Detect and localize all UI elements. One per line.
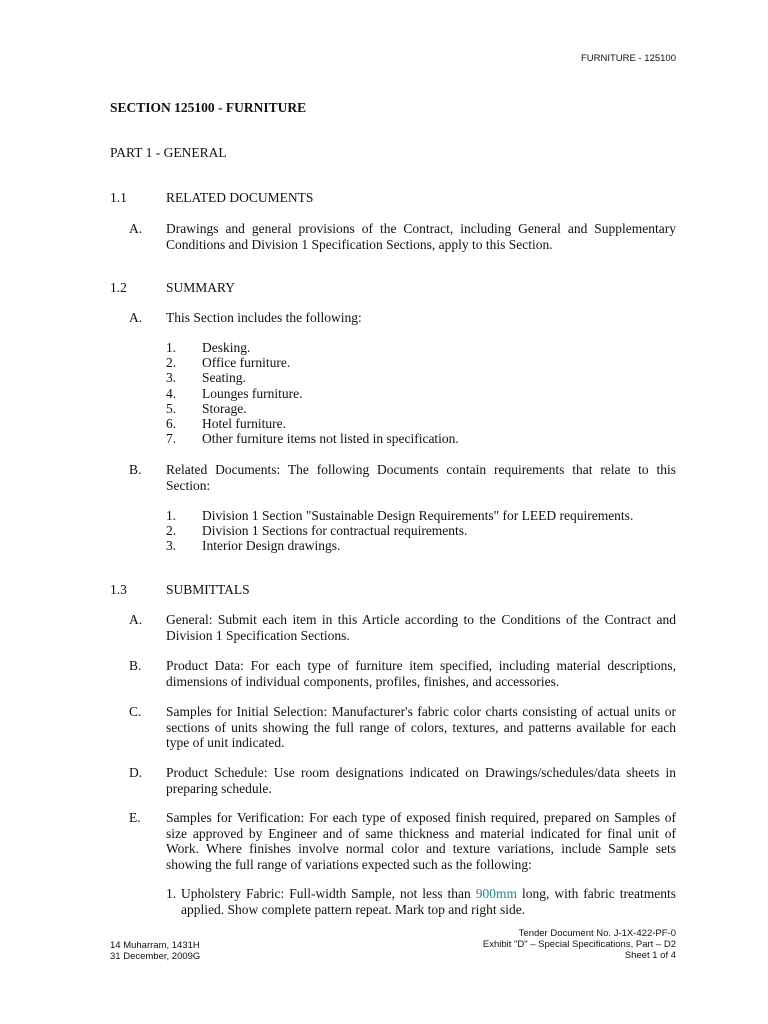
running-header: FURNITURE - 125100 (580, 53, 676, 64)
list-text: Division 1 Section "Sustainable Design Requirements" for LEED requirements. (202, 508, 634, 523)
list-number: 6. (166, 415, 177, 431)
list-number: 2. (166, 355, 177, 371)
paragraph-label: C. (129, 704, 142, 719)
list-text: Desking. (202, 340, 251, 355)
section-title: SECTION 125100 - FURNITURE (110, 100, 307, 115)
item-text-post: long, with fabric treatments applied. Show complete pattern repeat. Mark top and right side. (181, 886, 676, 917)
highlighted-dimension: 900mm (475, 886, 517, 901)
paragraph-label: B. (129, 658, 142, 673)
summary-list (166, 340, 676, 446)
footer-document-info (380, 928, 676, 961)
list-number: 5. (166, 400, 177, 416)
list-item (166, 416, 676, 431)
sheet-number: Sheet 1 of 4 (624, 950, 676, 961)
list-text: Seating. (202, 370, 246, 386)
paragraph-text: Drawings and general provisions of the Contract, including General and Supplementary Conditions and Division 1 Specification Sections, apply to this Section. (166, 221, 676, 252)
paragraph-label: A. (129, 612, 143, 627)
list-item (166, 508, 676, 523)
article-title: SUBMITTALS (166, 582, 250, 597)
list-item (166, 431, 676, 446)
list-item (166, 340, 676, 355)
paragraph-label: D. (129, 765, 143, 780)
article-number: 1.3 (110, 582, 127, 597)
item-text-pre: Upholstery Fabric: Full-width Sample, not less than (181, 886, 476, 901)
list-text: Lounges furniture. (202, 385, 303, 401)
part-heading: PART 1 - GENERAL (110, 145, 227, 160)
hijri-date: 14 Muharram, 1431H (110, 940, 200, 951)
paragraph-label: A. (129, 221, 143, 236)
article-number: 1.1 (110, 190, 127, 205)
paragraph-label: B. (129, 462, 142, 477)
article-number: 1.2 (110, 280, 127, 295)
list-number: 2. (166, 523, 177, 539)
list-item (166, 370, 676, 385)
list-number: 3. (166, 538, 177, 554)
tender-document-number: Tender Document No. J-1X-422-PF-0 (518, 928, 676, 939)
article-title: SUMMARY (166, 280, 236, 295)
list-item (166, 523, 676, 538)
list-item (166, 401, 676, 416)
list-number: 7. (166, 431, 177, 447)
list-item (166, 386, 676, 401)
footer-dates (110, 940, 200, 962)
article-title: RELATED DOCUMENTS (166, 190, 314, 205)
list-number: 1. (166, 508, 177, 523)
list-text (181, 886, 676, 917)
list-text: Interior Design drawings. (202, 538, 341, 554)
list-number: 3. (166, 370, 177, 386)
paragraph-text: Samples for Initial Selection: Manufacturer's fabric color charts consisting of actual units or sections of units showing the full range of colors, textures, and patterns available for each type of unit indicated. (166, 704, 676, 750)
paragraph-label: A. (129, 310, 143, 325)
list-number: 1. (166, 340, 177, 355)
paragraph-text: General: Submit each item in this Article according to the Conditions of the Contract and Division 1 Specification Sections. (166, 612, 676, 643)
list-text: Division 1 Sections for contractual requirements. (202, 523, 468, 539)
list-item (166, 355, 676, 370)
paragraph-text: Product Data: For each type of furniture item specified, including material descriptions, dimensions of individual components, profiles, finishes, and accessories. (166, 658, 676, 689)
exhibit-reference: Exhibit "D" – Special Specifications, Part – D2 (482, 939, 676, 950)
list-item (166, 538, 676, 553)
list-text: Storage. (202, 400, 247, 416)
gregorian-date: 31 December, 2009G (110, 951, 201, 962)
list-number: 1. (166, 886, 177, 901)
list-text: Office furniture. (202, 355, 291, 371)
paragraph-text: Samples for Verification: For each type of exposed finish required, prepared on Samples of size approved by Engineer and of same thickness and material indicated for final unit of Work. Where finishes involve normal color and texture variations, include Sample sets showing the full range of variations expected such as the following: (166, 810, 676, 872)
list-text: Other furniture items not listed in specification. (202, 431, 459, 447)
paragraph-label: E. (129, 810, 141, 825)
list-number: 4. (166, 385, 177, 401)
related-documents-list (166, 508, 676, 554)
paragraph-text: Product Schedule: Use room designations indicated on Drawings/schedules/data sheets in preparing schedule. (166, 765, 676, 796)
list-text: Hotel furniture. (202, 415, 286, 431)
paragraph-text: Related Documents: The following Documents contain requirements that relate to this Section: (166, 462, 676, 493)
upholstery-fabric-item (166, 886, 676, 917)
paragraph-text: This Section includes the following: (166, 310, 362, 325)
